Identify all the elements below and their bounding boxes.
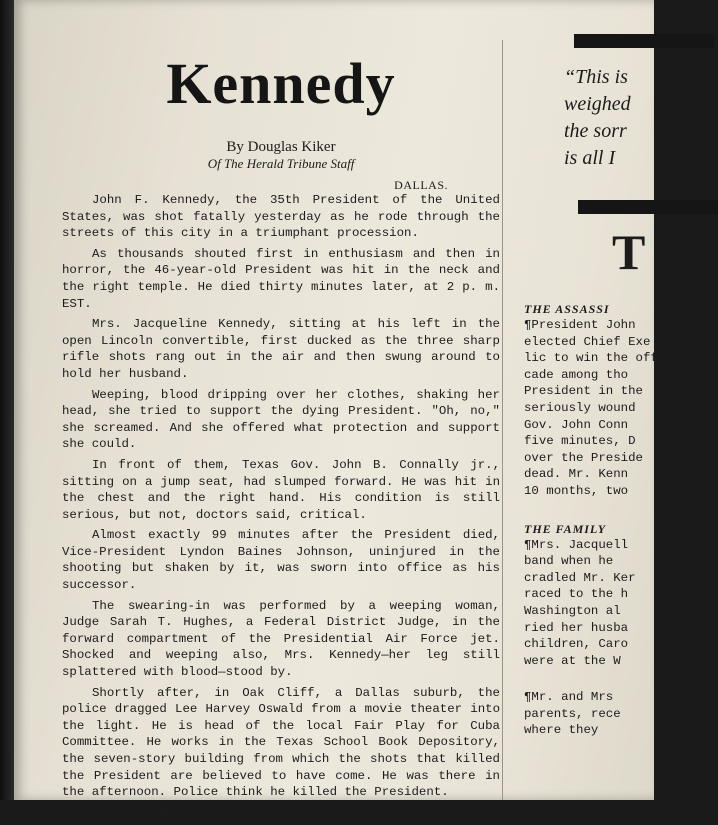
quote-line: weighed bbox=[564, 93, 631, 115]
dateline: DALLAS. bbox=[394, 178, 448, 192]
section-line: five minutes, D bbox=[524, 434, 636, 449]
section-line: President in the bbox=[524, 384, 643, 399]
column-divider bbox=[502, 40, 503, 800]
family-section bbox=[514, 522, 654, 670]
section-line: band when he bbox=[524, 554, 614, 569]
paragraph: Mrs. Jacqueline Kennedy, sitting at his left in the open Lincoln convertible, first ducked as the three sharp rifle shots rang out in the air and then swung around to hold her husband. bbox=[62, 317, 500, 381]
paragraph: In front of them, Texas Gov. John B. Connally jr., sitting on a jump seat, had slumped forward. He was hit in the chest and the right hand. His condition is still serious, but not, doctors said, critical. bbox=[62, 457, 500, 522]
quote-line: is all I bbox=[564, 147, 616, 169]
section-line: seriously wound bbox=[524, 400, 636, 415]
section-line: 10 months, two bbox=[524, 483, 629, 498]
section-line: were at the W bbox=[524, 653, 621, 668]
byline: By Douglas Kiker bbox=[226, 139, 336, 155]
quote-line: the sorr bbox=[564, 120, 627, 142]
paragraph: Shortly after, in Oak Cliff, a Dallas suburb, the police dragged Lee Harvey Oswald from a movie theater into the light. He is head of the local Fair Play for Cuba Committee. He works in the Texas School Book Depository, the seven-story building from which the shots that killed the President are believed to have come. He was there in the afternoon. Police think he killed the President. bbox=[62, 685, 500, 800]
section-line: children, Caro bbox=[524, 637, 629, 652]
section-line: dead. Mr. Kenn bbox=[524, 467, 629, 482]
headline-fragment: T bbox=[612, 224, 646, 280]
section-line: where they bbox=[524, 723, 599, 738]
section-line: ¶Mr. and Mrs bbox=[524, 690, 614, 705]
section-line: ¶Mrs. Jacquell bbox=[524, 537, 629, 552]
pull-quote bbox=[564, 64, 654, 172]
article-body bbox=[62, 192, 500, 821]
paragraph: John F. Kennedy, the 35th President of the United States, was shot fatally yesterday as he rode through the streets of this city in a triumphant procession. bbox=[62, 193, 500, 241]
assassination-section bbox=[514, 302, 658, 500]
section-line: Gov. John Conn bbox=[524, 417, 629, 432]
section-heading: THE FAMILY bbox=[524, 521, 607, 536]
paragraph: As thousands shouted first in enthusiasm and then in horror, the 46-year-old President was hit in the neck and the right temple. He died thirty minutes later, at 2 p. m. EST. bbox=[62, 246, 500, 311]
paragraph: The swearing-in was performed by a weeping woman, Judge Sarah T. Hughes, a Federal District Judge, in the forward compartment of the Presidential Air Force jet. Shocked and weeping also, Mrs. Kennedy—her leg still splattered with blood—stood by. bbox=[62, 598, 500, 680]
section-line: Washington al bbox=[524, 603, 621, 618]
section-line: ried her husba bbox=[524, 620, 629, 635]
byline-affiliation: Of The Herald Tribune Staff bbox=[207, 156, 355, 171]
section-line: elected Chief Exe bbox=[524, 334, 651, 349]
section-line: ¶President John bbox=[524, 318, 636, 332]
section-heading: THE ASSASSI bbox=[524, 302, 610, 316]
parents-section bbox=[514, 689, 654, 739]
section-line: raced to the h bbox=[524, 587, 629, 602]
section-line: lic to win the off bbox=[524, 351, 658, 366]
paragraph: As they came in to get him, Oswald pulled a 38- bbox=[92, 805, 442, 820]
section-rule bbox=[574, 34, 714, 48]
section-rule bbox=[578, 200, 718, 214]
section-line: parents, rece bbox=[524, 706, 621, 721]
headline: Kennedy bbox=[166, 51, 396, 116]
section-line: cade among tho bbox=[524, 367, 629, 382]
sidebar-column bbox=[514, 34, 658, 739]
section-line: cradled Mr. Ker bbox=[524, 570, 636, 585]
main-article bbox=[62, 38, 500, 825]
paragraph: Weeping, blood dripping over her clothes, shaking her head, she tried to support the dying President. "Oh, no," she screamed. And she offered what protection and support she could. bbox=[62, 387, 500, 452]
section-line: over the Preside bbox=[524, 450, 643, 465]
quote-line: “This is bbox=[564, 66, 628, 88]
paragraph: Almost exactly 99 minutes after the President died, Vice-President Lyndon Baines Johnson, uninjured in the shooting but shaken by it, was sworn into office as his successor. bbox=[62, 528, 500, 593]
